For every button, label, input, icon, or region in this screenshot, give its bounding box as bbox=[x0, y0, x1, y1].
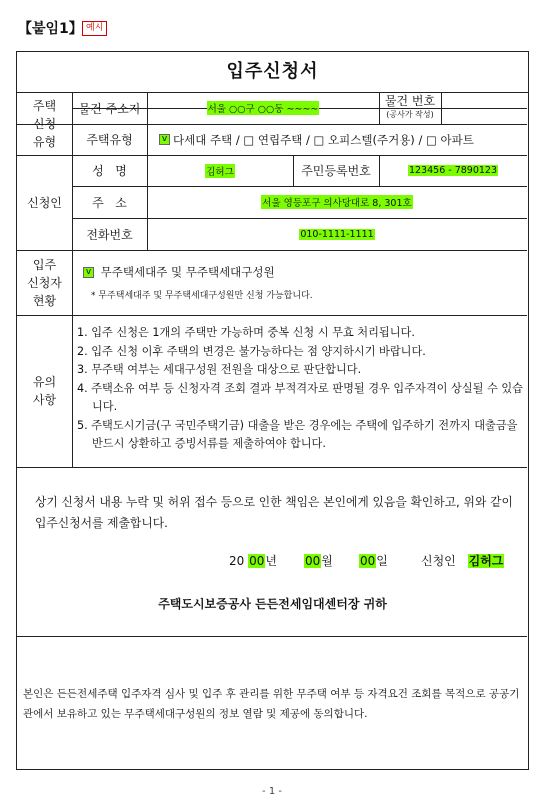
note-item: 3. 무주택 여부는 세대구성원 전원을 대상으로 판단합니다. bbox=[77, 363, 362, 376]
property-address-field[interactable] bbox=[147, 92, 379, 124]
notes-section-label: 유의 사항 bbox=[32, 375, 57, 407]
resident-number-value: 123456 - 7890123 bbox=[408, 165, 498, 176]
address-field[interactable] bbox=[147, 186, 527, 218]
application-form bbox=[16, 51, 529, 770]
applicant-section-label: 신청인 bbox=[27, 196, 62, 210]
address-value: 서울 영등포구 의사당대로 8, 301호 bbox=[261, 195, 412, 209]
note-item: 4. 주택소유 여부 등 신청자격 조회 결과 부적격자로 판명될 경우 입주자격이 상실될 수 있습니다. bbox=[77, 381, 523, 413]
name-label: 성 명 bbox=[92, 164, 127, 178]
note-item: 5. 주택도시기금(구 국민주택기금) 대출을 받은 경우에는 주택에 입주하기 전까지 대출금을 반드시 상환하고 증빙서류를 제출하여야 합니다. bbox=[77, 418, 518, 450]
status-note: * 무주택세대주 및 무주택세대구성원만 신청 가능합니다. bbox=[91, 291, 313, 301]
recipient: 주택도시보증공사 든든전세임대센터장 귀하 bbox=[158, 597, 387, 611]
property-address-label: 물건 주소지 bbox=[78, 101, 141, 116]
property-number-label: 물건 번호 (공사가 작성) bbox=[384, 94, 436, 119]
example-badge: 예시 bbox=[82, 21, 107, 36]
phone-value: 010-1111-1111 bbox=[300, 228, 374, 240]
address-label: 주 소 bbox=[92, 195, 127, 210]
day-row: 00일 bbox=[360, 554, 388, 568]
property-number-field[interactable] bbox=[441, 92, 527, 124]
name-field[interactable] bbox=[147, 155, 293, 186]
property-address-value: 서울 ○○구 ○○동 ~~~~ bbox=[207, 101, 320, 115]
month-field[interactable]: 00 bbox=[305, 554, 321, 568]
status-option: v 무주택세대주 및 무주택세대구성원 bbox=[83, 264, 275, 280]
status-section-label: 입주 신청자 현황 bbox=[27, 257, 62, 308]
resident-number-field[interactable] bbox=[379, 155, 527, 186]
note-item: 2. 입주 신청 이후 주택의 변경은 불가능하다는 점 양지하시기 바랍니다. bbox=[77, 344, 426, 358]
housing-type-checkbox[interactable]: v bbox=[159, 134, 170, 145]
confirmation-text: 상기 신청서 내용 누락 및 허위 접수 등으로 인한 책임은 본인에게 있음을 확인하고, 위와 같이 입주신청서를 제출합니다. bbox=[35, 495, 513, 530]
document-title: 입주신청서 bbox=[17, 52, 528, 93]
status-checkbox[interactable]: v bbox=[83, 267, 94, 278]
housing-type-label: 주택유형 bbox=[86, 133, 133, 147]
housing-section-label: 주택 신청 유형 bbox=[32, 98, 57, 149]
note-item: 1. 입주 신청은 1개의 주택만 가능하며 중복 신청 시 무효 처리됩니다. bbox=[77, 326, 415, 339]
signature-field[interactable]: 김허그 bbox=[468, 554, 504, 568]
day-field[interactable]: 00 bbox=[360, 554, 376, 568]
month-row: 00월 bbox=[305, 554, 333, 568]
year-field[interactable]: 00 bbox=[249, 554, 265, 568]
phone-field[interactable] bbox=[147, 218, 527, 250]
resident-number-label: 주민등록번호 bbox=[301, 164, 371, 178]
attachment-label: 【붙임1】 bbox=[18, 21, 83, 37]
date-row: 20 00년 bbox=[229, 554, 277, 568]
signer-row bbox=[421, 552, 504, 569]
notes-list bbox=[77, 324, 529, 454]
consent-text: 본인은 든든전세주택 입주자격 심사 및 입주 후 관리를 위한 무주택 여부 등 자격요건 조회를 목적으로 공공기관에서 보유하고 있는 무주택세대구성원의 정보 열람 및 제공에 동의합니다. bbox=[23, 688, 520, 720]
name-value: 김허그 bbox=[205, 164, 235, 178]
signer-label: 신청인 bbox=[421, 554, 456, 568]
housing-type-options: v 다세대 주택 / □ 연립주택 / □ 오피스텔(주거용) / □ 아파트 bbox=[147, 124, 527, 155]
phone-label: 전화번호 bbox=[86, 227, 133, 242]
page-number: - 1 - bbox=[262, 786, 282, 797]
